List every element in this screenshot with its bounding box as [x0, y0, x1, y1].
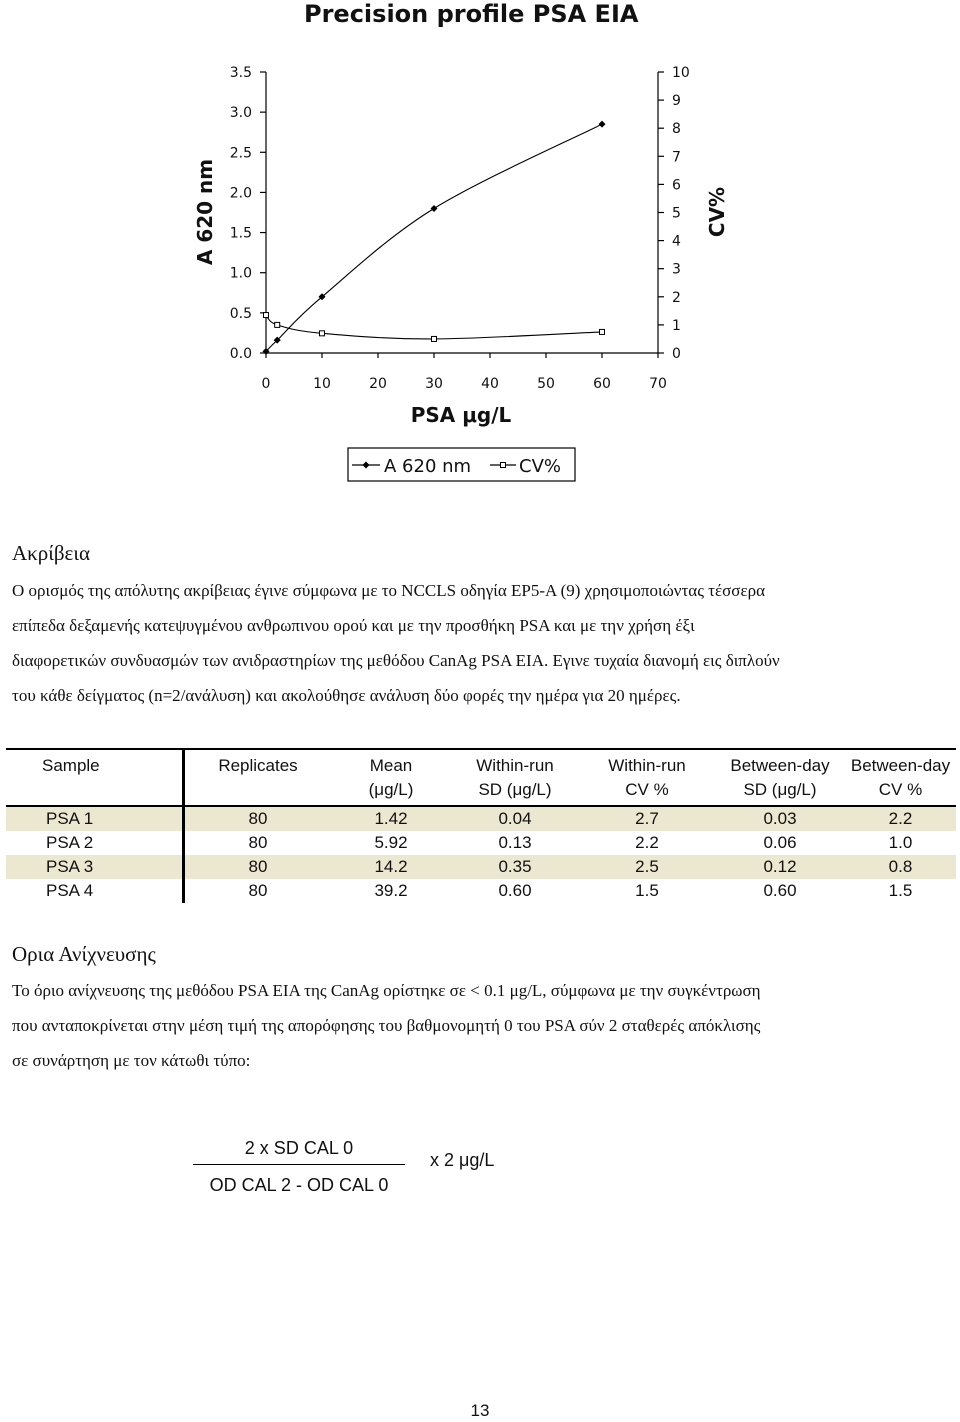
y-right-axis-label: CV% — [705, 186, 729, 238]
x-tick-label: 70 — [649, 376, 667, 392]
y-left-tick-label: 3.0 — [229, 105, 252, 122]
detection-formula — [193, 1136, 405, 1196]
col-header-replicates: Replicates — [218, 756, 298, 775]
detection-heading: Ορια Ανίχνευσης — [12, 942, 156, 966]
precision-profile-chart — [180, 0, 760, 490]
detection-paragraph — [12, 973, 924, 1078]
page-number: 13 — [470, 1401, 490, 1420]
series-line-cv — [266, 315, 602, 339]
col-header-sample: Sample — [6, 749, 184, 806]
y-right-tick-label: 6 — [672, 177, 681, 194]
data-point-a620 — [431, 205, 438, 212]
table-row: PSA 1 80 1.42 0.04 2.7 0.03 2.2 — [6, 806, 956, 831]
col-header-mean: Mean (μg/L) — [368, 756, 414, 799]
x-tick-label: 0 — [261, 376, 271, 392]
y-left-tick-label: 2.0 — [229, 185, 252, 202]
y-left-tick-label: 3.5 — [229, 65, 252, 81]
y-left-tick-label: 2.5 — [229, 145, 252, 162]
y-right-tick-label: 5 — [672, 205, 681, 222]
precision-paragraph — [12, 573, 924, 713]
y-left-tick-label: 1.5 — [229, 225, 252, 242]
y-right-tick-label: 9 — [672, 93, 681, 110]
data-point-cv — [320, 331, 325, 336]
y-right-tick-label: 7 — [672, 149, 681, 166]
precision-line-1: Ο ορισμός της απόλυτης ακρίβειας έγινε σύμφωνα με το NCCLS οδηγία EP5-A (9) χρησιμοποιώντας τέσσερα — [12, 581, 765, 600]
y-left-tick-label: 1.0 — [229, 265, 252, 282]
y-right-tick-label: 1 — [672, 317, 681, 334]
x-tick-label: 40 — [481, 376, 499, 392]
y-right-tick-label: 4 — [672, 233, 681, 250]
y-right-tick-label: 3 — [672, 261, 681, 278]
chart-legend — [348, 448, 575, 481]
x-axis-label: PSA μg/L — [410, 403, 512, 427]
data-point-cv — [600, 329, 605, 334]
y-left-tick-label: 0.5 — [229, 305, 252, 322]
formula-numerator: 2 x SD CAL 0 — [193, 1136, 405, 1165]
formula-multiplier: x 2 μg/L — [430, 1150, 495, 1170]
y-right-tick-label: 2 — [672, 289, 681, 306]
x-tick-label: 50 — [537, 376, 555, 392]
legend-cv-marker — [501, 463, 506, 468]
y-right-tick-label: 10 — [672, 65, 690, 81]
y-left-axis-label: A 620 nm — [193, 158, 217, 266]
table-row: PSA 3 80 14.2 0.35 2.5 0.12 0.8 — [6, 855, 956, 879]
y-left-tick-label: 0.0 — [229, 346, 252, 362]
series-line-a620 — [266, 124, 602, 351]
precision-table — [6, 748, 956, 903]
detection-line-1: Το όριο ανίχνευσης της μεθόδου PSA EIA της CanAg ορίστηκε σε < 0.1 μg/L, σύμφωνα με την συγκέντρωση — [12, 981, 761, 1000]
x-tick-label: 60 — [593, 376, 611, 392]
y-right-tick-label: 8 — [672, 121, 681, 138]
table-row: PSA 4 80 39.2 0.60 1.5 0.60 1.5 — [6, 879, 956, 903]
col-header-between-day-sd: Between-day SD (μg/L) — [730, 756, 830, 799]
detection-line-3: σε συνάρτηση με τον κάτωθι τύπο: — [12, 1051, 251, 1070]
col-header-within-run-sd: Within-run SD (μg/L) — [476, 756, 554, 799]
y-right-tick-label: 0 — [672, 346, 681, 362]
legend-cv-label: CV% — [519, 456, 561, 477]
precision-line-4: του κάθε δείγματος (n=2/ανάλυση) και ακολούθησε ανάλυση δύο φορές την ημέρα για 20 ημέρες. — [12, 686, 681, 705]
data-point-cv — [275, 322, 280, 327]
data-point-cv — [264, 313, 269, 318]
x-tick-label: 10 — [313, 376, 331, 392]
formula-denominator: OD CAL 2 - OD CAL 0 — [209, 1175, 389, 1195]
legend-a620-label: A 620 nm — [384, 456, 472, 477]
data-point-cv — [432, 336, 437, 341]
data-point-a620 — [599, 121, 606, 128]
table-header-row — [6, 749, 956, 806]
table-row: PSA 2 80 5.92 0.13 2.2 0.06 1.0 — [6, 831, 956, 855]
x-tick-label: 30 — [425, 376, 443, 392]
precision-heading: Ακρίβεια — [12, 541, 91, 565]
precision-line-3: διαφορετικών συνδυασμών των ανιδραστηρίων της μεθόδου CanAg PSA EIA. Εγινε τυχαία διανομή εις διπλούν — [12, 651, 780, 670]
col-header-between-day-cv: Between-day CV % — [850, 756, 951, 799]
chart-title: Precision profile PSA EIA — [304, 0, 639, 28]
precision-line-2: επίπεδα δεξαμενής κατεψυγμένου ανθρωπινου ορού και με την προσθήκη PSA και με την χρήση έξι — [12, 616, 695, 635]
col-header-within-run-cv: Within-run CV % — [608, 756, 686, 799]
detection-line-2: που ανταποκρίνεται στην μέση τιμή της απορόφησης του βαθμονομητή 0 του PSA σύν 2 σταθερές απόκλισης — [12, 1016, 761, 1035]
x-tick-label: 20 — [369, 376, 387, 392]
